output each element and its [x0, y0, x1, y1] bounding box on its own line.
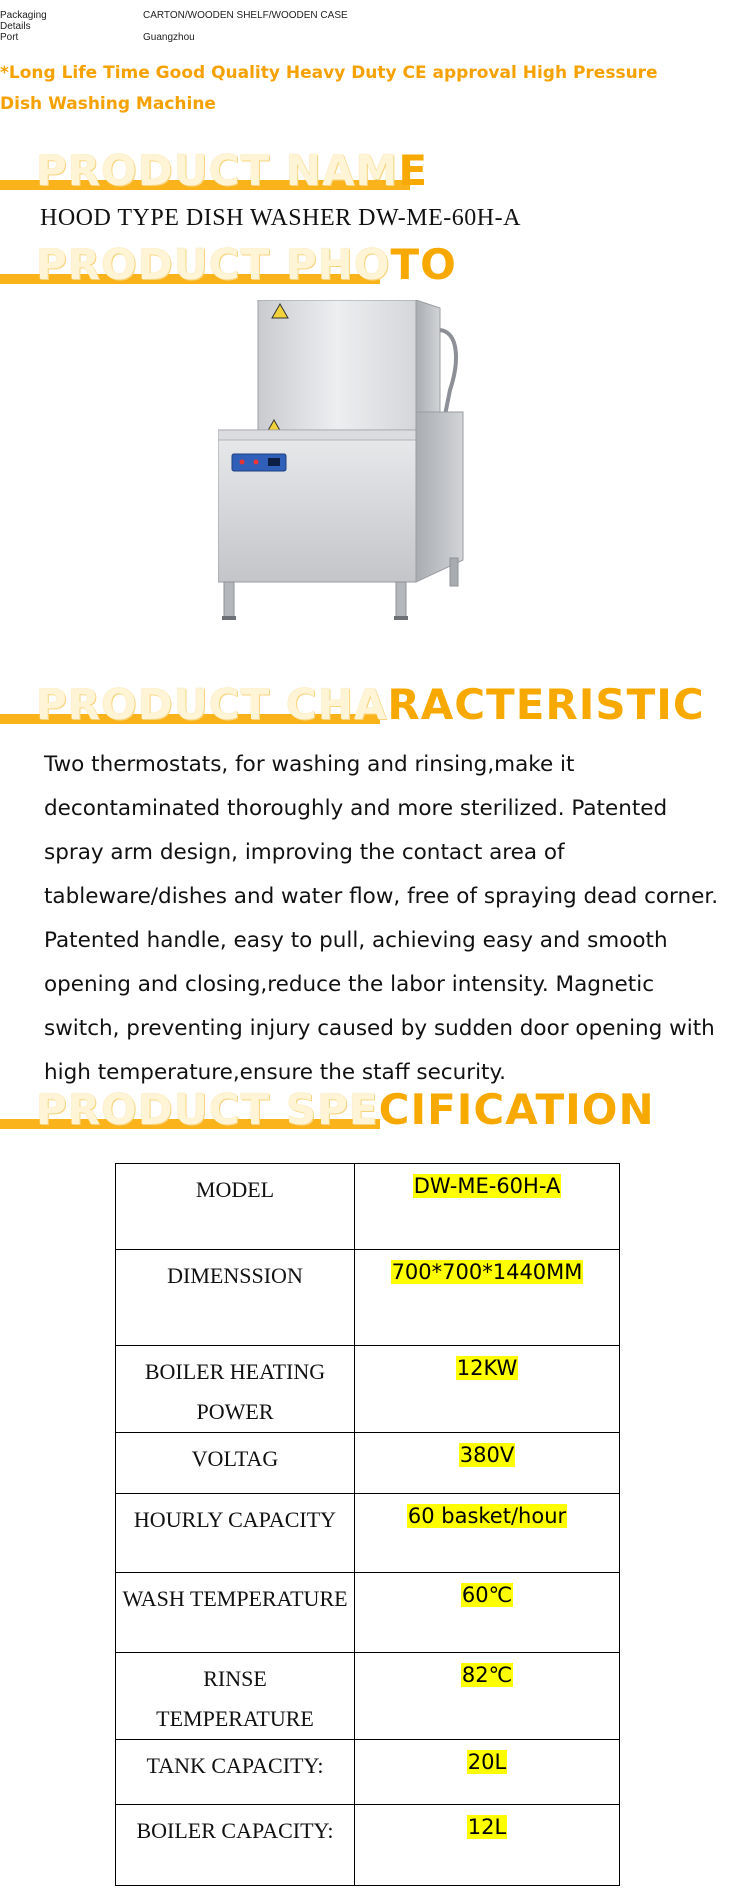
- heading-ghost-text: PRODUCT NAM: [36, 146, 399, 195]
- spec-label: DIMENSSION: [116, 1250, 355, 1346]
- product-headline: *Long Life Time Good Quality Heavy Duty CE approval High Pressure Dish Washing Machine: [0, 63, 658, 114]
- heading-ghost-text: PRODUCT SPE: [36, 1085, 379, 1134]
- spec-value-text: 12L: [467, 1815, 507, 1839]
- spec-value: [355, 1494, 620, 1573]
- heading-solid-text: E: [398, 146, 429, 195]
- spec-value-text: 20L: [467, 1750, 507, 1774]
- spec-value: [355, 1346, 620, 1433]
- spec-value: [355, 1433, 620, 1494]
- table-row: [116, 1805, 620, 1886]
- specification-table: [115, 1163, 620, 1886]
- spec-label: MODEL: [116, 1164, 355, 1250]
- spec-value-text: 60℃: [461, 1583, 513, 1607]
- heading-ghost-text: PRODUCT CHA: [36, 680, 388, 729]
- dishwasher-photo: [218, 300, 468, 675]
- spec-value: [355, 1653, 620, 1740]
- spec-label: WASH TEMPERATURE: [116, 1573, 355, 1653]
- spec-value: [355, 1740, 620, 1805]
- spec-value-text: DW-ME-60H-A: [413, 1174, 561, 1198]
- port-label: Port: [0, 32, 19, 43]
- spec-value: [355, 1805, 620, 1886]
- heading-ghost-text: PRODUCT PHO: [36, 240, 391, 289]
- packaging-details-label: Packaging Details: [0, 10, 47, 32]
- spec-value-text: 700*700*1440MM: [391, 1260, 583, 1284]
- spec-label: RINSE TEMPERATURE: [116, 1653, 355, 1740]
- spec-value-text: 82℃: [461, 1663, 513, 1687]
- spec-value: [355, 1250, 620, 1346]
- heading-solid-text: CIFICATION: [378, 1085, 655, 1134]
- spec-label: VOLTAG: [116, 1433, 355, 1494]
- spec-value-text: 60 basket/hour: [407, 1504, 567, 1528]
- spec-value: [355, 1164, 620, 1250]
- section-heading-specification: [0, 1085, 700, 1135]
- spec-value-text: 12KW: [456, 1356, 518, 1380]
- section-heading-name: [0, 146, 440, 196]
- table-row: [116, 1250, 620, 1346]
- table-row: [116, 1494, 620, 1573]
- characteristics-paragraph: Two thermostats, for washing and rinsing,make it decontaminated thoroughly and more sterilized. Patented spray arm design, improving the contact area of tableware/dishes and water flow, free of spraying dead corner. Patented handle, easy to pull, achieving easy and smooth opening and closing,reduce the labor intensity. Magnetic switch, preventing injury caused by sudden door opening with high temperature,ensure the staff security.: [44, 752, 719, 1085]
- section-heading-photo: [0, 240, 460, 290]
- spec-value: [355, 1573, 620, 1653]
- table-row: [116, 1653, 620, 1740]
- heading-solid-text: TO: [390, 240, 457, 289]
- section-heading-characteristic: [0, 680, 705, 730]
- packaging-details-value: CARTON/WOODEN SHELF/WOODEN CASE: [143, 10, 348, 21]
- product-name-text: HOOD TYPE DISH WASHER DW-ME-60H-A: [40, 205, 521, 231]
- table-row: [116, 1740, 620, 1805]
- table-row: [116, 1573, 620, 1653]
- spec-label: BOILER CAPACITY:: [116, 1805, 355, 1886]
- table-row: [116, 1346, 620, 1433]
- port-value: Guangzhou: [143, 32, 195, 43]
- spec-label: HOURLY CAPACITY: [116, 1494, 355, 1573]
- spec-label: TANK CAPACITY:: [116, 1740, 355, 1805]
- heading-solid-text: RACTERISTIC: [387, 680, 705, 729]
- spec-value-text: 380V: [459, 1443, 515, 1467]
- table-row: [116, 1164, 620, 1250]
- table-row: [116, 1433, 620, 1494]
- spec-label: BOILER HEATING POWER: [116, 1346, 355, 1433]
